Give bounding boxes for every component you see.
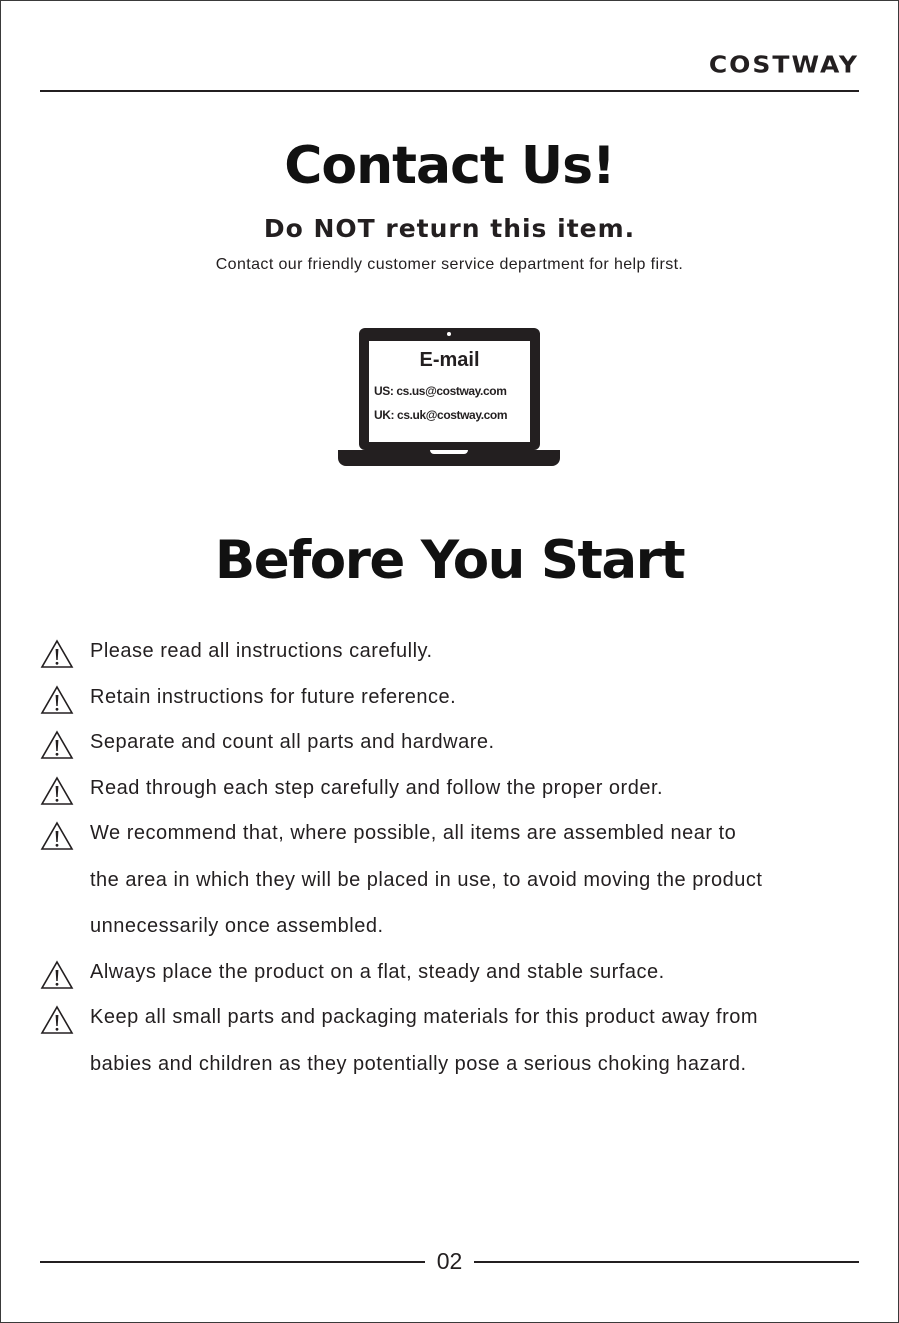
instruction-text (90, 674, 456, 721)
warning-triangle-icon (40, 685, 74, 715)
laptop-screen (369, 341, 530, 442)
warning-triangle-icon (40, 821, 74, 851)
laptop-notch (430, 450, 468, 454)
before-you-start-title: Before You Start (214, 530, 685, 591)
instruction-line: We recommend that, where possible, all items are assembled near to (90, 822, 737, 844)
instruction-line: babies and children as they potentially pose a serious choking hazard. (90, 1052, 747, 1075)
email-title: E-mail (419, 349, 480, 371)
instruction-text (90, 994, 758, 1087)
footer-divider-left (40, 1261, 425, 1263)
warning-triangle-icon (40, 730, 74, 760)
warning-triangle-icon (40, 960, 74, 990)
page-number: 02 (436, 1248, 463, 1274)
warning-triangle-icon (40, 776, 74, 806)
instruction-text (90, 810, 762, 950)
instruction-line: Always place the product on a flat, steady and stable surface. (90, 960, 665, 983)
contact-title: Contact Us! (284, 136, 615, 196)
laptop-camera (447, 332, 451, 336)
instruction-line: unnecessarily once assembled. (90, 915, 384, 937)
warning-triangle-icon (40, 639, 74, 669)
no-return-warning: Do NOT return this item. (263, 214, 636, 243)
instruction-text (90, 765, 663, 812)
header-divider (40, 90, 859, 92)
instruction-line: Please read all instructions carefully. (90, 640, 433, 662)
footer-divider-right (474, 1261, 859, 1263)
instruction-line: Retain instructions for future reference. (90, 685, 457, 708)
instruction-text (90, 949, 665, 996)
warning-triangle-icon (40, 1005, 74, 1035)
brand-logo: COSTWAY (708, 51, 859, 78)
laptop-icon (359, 328, 540, 450)
instruction-text (90, 628, 433, 675)
instruction-line: the area in which they will be placed in use, to avoid moving the product (90, 868, 763, 891)
instruction-text (90, 719, 495, 766)
email-uk[interactable]: UK: cs.uk@costway.com (374, 408, 508, 422)
instruction-line: Separate and count all parts and hardware. (90, 731, 495, 753)
email-us[interactable]: US: cs.us@costway.com (374, 384, 507, 398)
contact-subtitle: Contact our friendly customer service department for help first. (215, 256, 684, 273)
instruction-line: Read through each step carefully and follow the proper order. (90, 776, 664, 799)
laptop-base (338, 450, 560, 466)
instruction-line: Keep all small parts and packaging materials for this product away from (90, 1006, 759, 1028)
